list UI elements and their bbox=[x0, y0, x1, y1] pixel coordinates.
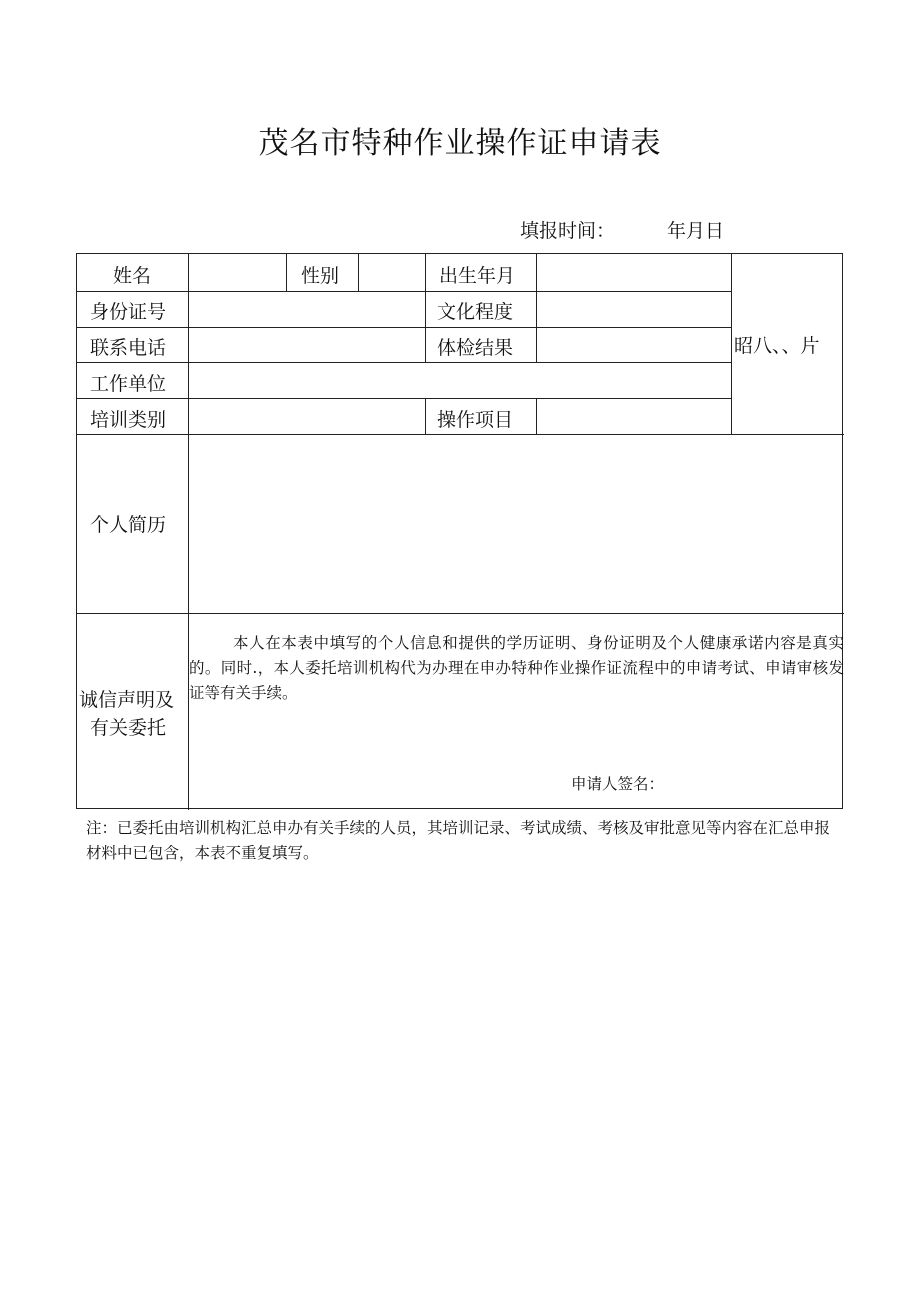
name-field[interactable] bbox=[189, 254, 286, 291]
label-education: 文化程度 bbox=[437, 301, 514, 323]
gender-field[interactable] bbox=[359, 254, 425, 291]
label-phone: 联系电话 bbox=[90, 337, 167, 359]
footnote: 注：已委托由培训机构汇总申办有关手续的人员，其培训记录、考试成绩、考核及审批意见等内容在汇总申报材料中已包含，本表不重复填写。 bbox=[86, 819, 831, 862]
fill-date bbox=[520, 216, 724, 243]
label-name: 姓名 bbox=[113, 265, 152, 287]
label-birth: 出生年月 bbox=[439, 265, 516, 287]
education-field[interactable] bbox=[537, 292, 731, 327]
fill-date-ymd: 年月日 bbox=[667, 220, 725, 242]
label-gender: 性别 bbox=[301, 265, 340, 287]
label-declaration-line2: 有关委托 bbox=[90, 717, 167, 739]
id-number-field[interactable] bbox=[189, 292, 425, 327]
photo-box[interactable]: 昭八、、片 bbox=[734, 335, 820, 357]
phone-field[interactable] bbox=[189, 328, 425, 362]
label-declaration-line1: 诚信声明及 bbox=[79, 689, 175, 711]
training-type-field[interactable] bbox=[189, 399, 425, 434]
label-operation-item: 操作项目 bbox=[437, 409, 514, 431]
fill-date-label: 填报时间： bbox=[520, 220, 616, 242]
birth-field[interactable] bbox=[537, 254, 731, 291]
label-training-type: 培训类别 bbox=[90, 409, 167, 431]
application-form bbox=[76, 253, 843, 809]
declaration-text: 本人在本表中填写的个人信息和提供的学历证明、身份证明及个人健康承诺内容是真实的。同时.，本人委托培训机构代为办理在申办特种作业操作证流程中的申请考试、申请审核发证等有关手续。 bbox=[189, 634, 844, 702]
employer-field[interactable] bbox=[189, 363, 731, 398]
label-resume: 个人简历 bbox=[90, 514, 167, 536]
label-health-check: 体检结果 bbox=[437, 337, 514, 359]
resume-field[interactable] bbox=[189, 435, 843, 613]
health-check-field[interactable] bbox=[537, 328, 731, 362]
label-employer: 工作单位 bbox=[90, 373, 167, 395]
operation-item-field[interactable] bbox=[537, 399, 731, 434]
label-id-number: 身份证号 bbox=[90, 301, 167, 323]
page-title: 茂名市特种作业操作证申请表 bbox=[258, 126, 662, 161]
signature-label: 申请人签名： bbox=[571, 775, 665, 793]
